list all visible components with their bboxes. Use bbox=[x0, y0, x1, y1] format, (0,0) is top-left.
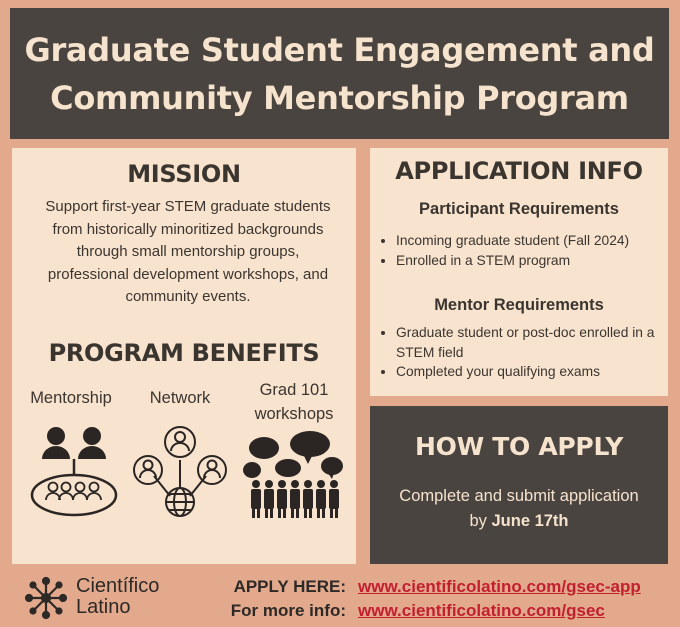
how-to-apply-panel bbox=[370, 406, 668, 564]
how-to-apply-line-2 bbox=[370, 509, 668, 534]
list-item: • Enrolled in a STEM program bbox=[396, 251, 662, 271]
mission-heading: MISSION bbox=[127, 160, 241, 188]
benefit-label-mentorship: Mentorship bbox=[30, 389, 112, 407]
application-info-panel bbox=[370, 148, 668, 396]
logo-line-2: Latino bbox=[76, 596, 131, 618]
benefits-heading: PROGRAM BENEFITS bbox=[48, 339, 320, 367]
mission-text: Support first-year STEM graduate students from historically minoritized backgrounds through small mentorship groups, professional development workshops, and community events. bbox=[45, 198, 331, 305]
how-to-apply-heading: HOW TO APPLY bbox=[415, 432, 623, 461]
mentor-requirements-list bbox=[378, 323, 662, 382]
more-info-link[interactable]: www.cientificolatino.com/gsec bbox=[358, 601, 605, 620]
logo-line-1: Científico bbox=[76, 575, 160, 597]
application-info-heading: APPLICATION INFO bbox=[395, 157, 643, 185]
mentor-requirements-heading: Mentor Requirements bbox=[434, 296, 604, 314]
workshop-audience-icon bbox=[242, 430, 346, 522]
more-info-label: For more info: bbox=[230, 601, 346, 620]
cientifico-latino-logo-icon bbox=[24, 576, 68, 620]
list-item: • Completed your qualifying exams bbox=[396, 362, 662, 382]
program-title bbox=[10, 8, 669, 139]
apply-here-label: APPLY HERE: bbox=[233, 577, 346, 596]
title-line-2: Community Mentorship Program bbox=[50, 78, 629, 117]
how-to-apply-by: by bbox=[469, 512, 492, 530]
list-item: • Graduate student or post-doc enrolled in a STEM field bbox=[396, 323, 662, 362]
participant-requirements-heading: Participant Requirements bbox=[419, 200, 619, 218]
list-item: • Incoming graduate student (Fall 2024) bbox=[396, 231, 662, 251]
deadline: June 17th bbox=[491, 512, 569, 530]
network-icon bbox=[128, 418, 232, 522]
logo-wordmark bbox=[76, 576, 159, 618]
benefit-label-network: Network bbox=[149, 389, 211, 407]
mentorship-group-icon bbox=[26, 422, 124, 518]
benefit-label-workshops: Grad 101 workshops bbox=[254, 381, 334, 423]
title-line-1: Graduate Student Engagement and bbox=[24, 30, 655, 69]
mission-panel bbox=[12, 148, 356, 564]
apply-link[interactable]: www.cientificolatino.com/gsec-app bbox=[358, 577, 641, 596]
how-to-apply-line-1: Complete and submit application bbox=[399, 487, 639, 505]
how-to-apply-text bbox=[370, 484, 668, 534]
participant-requirements-list bbox=[378, 231, 662, 270]
